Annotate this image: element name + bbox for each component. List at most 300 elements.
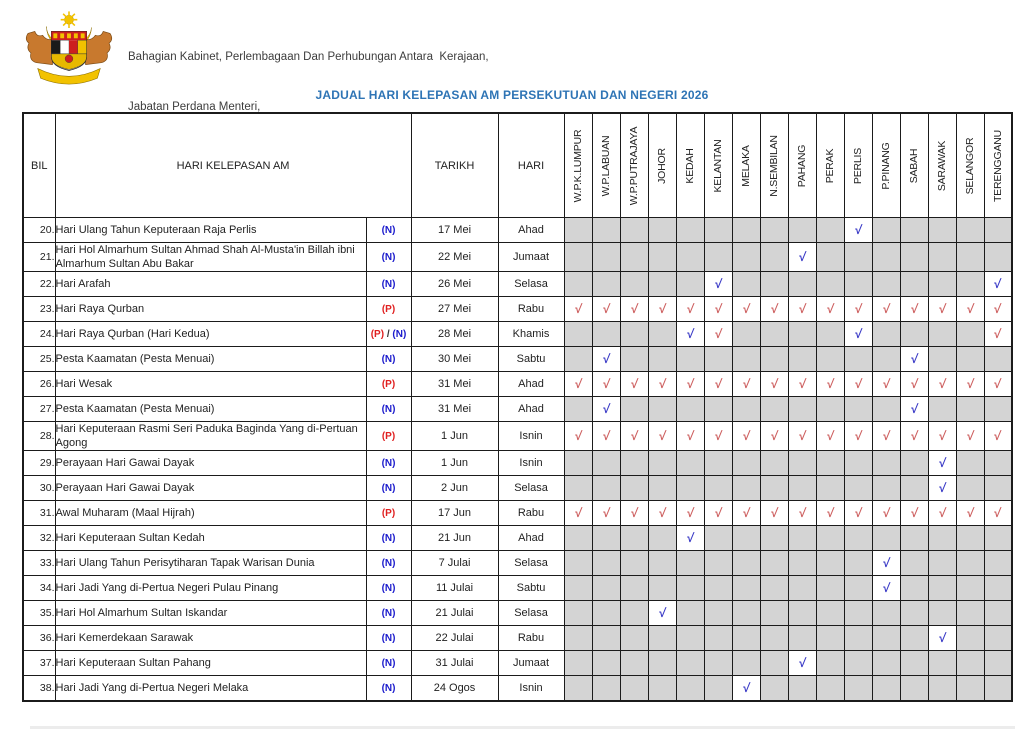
state-check-cell xyxy=(760,372,788,397)
check-mark-icon: √ xyxy=(741,377,751,391)
state-check-cell xyxy=(592,372,620,397)
state-check-cell xyxy=(592,476,620,501)
state-check-cell xyxy=(872,297,900,322)
state-check-cell xyxy=(760,347,788,372)
note-flag: (N) xyxy=(381,557,396,569)
day-cell: Ahad xyxy=(498,372,564,397)
state-check-cell xyxy=(788,451,816,476)
state-check-cell xyxy=(984,322,1012,347)
state-check-cell xyxy=(732,676,760,702)
note-flag: (N) xyxy=(381,582,396,594)
state-check-cell xyxy=(956,501,984,526)
state-check-cell xyxy=(564,651,592,676)
state-column-label: P.PINANG xyxy=(880,141,893,190)
state-check-cell xyxy=(928,397,956,422)
state-check-cell xyxy=(872,347,900,372)
note-flag: (N) xyxy=(381,632,396,644)
check-mark-icon: √ xyxy=(965,429,975,443)
state-check-cell xyxy=(648,322,676,347)
day-cell: Rabu xyxy=(498,501,564,526)
state-column-label: W.P.PUTRAJAYA xyxy=(628,126,641,205)
check-mark-icon: √ xyxy=(685,327,695,341)
state-check-cell xyxy=(956,476,984,501)
holiday-name-cell: Hari Ulang Tahun Perisytiharan Tapak Warisan Dunia xyxy=(55,551,366,576)
state-check-cell xyxy=(648,626,676,651)
check-mark-icon: √ xyxy=(797,506,807,520)
check-mark-icon: √ xyxy=(741,681,751,695)
state-check-cell xyxy=(900,551,928,576)
state-check-cell xyxy=(704,451,732,476)
state-check-cell xyxy=(648,651,676,676)
check-mark-icon: √ xyxy=(825,429,835,443)
holiday-row xyxy=(23,501,1012,526)
bil-cell: 25. xyxy=(23,347,55,372)
state-check-cell xyxy=(844,372,872,397)
day-cell: Sabtu xyxy=(498,347,564,372)
state-check-cell xyxy=(816,347,844,372)
state-check-cell xyxy=(928,218,956,243)
state-check-cell xyxy=(816,272,844,297)
holiday-row xyxy=(23,422,1012,451)
check-mark-icon: √ xyxy=(713,277,723,291)
state-check-cell xyxy=(648,422,676,451)
note-cell xyxy=(366,272,411,297)
check-mark-icon: √ xyxy=(909,377,919,391)
state-check-cell xyxy=(928,526,956,551)
holiday-row xyxy=(23,372,1012,397)
state-column-label: W.P.LABUAN xyxy=(600,135,613,196)
state-check-cell xyxy=(788,297,816,322)
state-check-cell xyxy=(844,651,872,676)
state-check-cell xyxy=(844,422,872,451)
state-check-cell xyxy=(732,297,760,322)
state-check-cell xyxy=(956,601,984,626)
note-flag: (N) xyxy=(381,251,396,263)
holiday-name-cell: Hari Arafah xyxy=(55,272,366,297)
date-cell: 31 Mei xyxy=(411,397,498,422)
state-check-cell xyxy=(648,451,676,476)
state-check-cell xyxy=(760,576,788,601)
state-check-cell xyxy=(900,626,928,651)
state-check-cell xyxy=(592,451,620,476)
state-check-cell xyxy=(816,601,844,626)
state-column-label: MELAKA xyxy=(740,144,753,187)
state-check-cell xyxy=(620,397,648,422)
check-mark-icon: √ xyxy=(741,506,751,520)
check-mark-icon: √ xyxy=(965,302,975,316)
state-column-label: SABAH xyxy=(908,148,921,183)
state-check-cell xyxy=(816,476,844,501)
state-check-cell xyxy=(648,601,676,626)
state-check-cell xyxy=(592,501,620,526)
date-cell: 28 Mei xyxy=(411,322,498,347)
holiday-schedule-table xyxy=(22,112,1013,702)
state-check-cell xyxy=(732,218,760,243)
state-check-cell xyxy=(984,218,1012,243)
state-check-cell xyxy=(900,476,928,501)
state-check-cell xyxy=(956,372,984,397)
state-check-cell xyxy=(592,676,620,702)
bil-cell: 36. xyxy=(23,626,55,651)
state-column-label: TERENGGANU xyxy=(991,129,1004,202)
state-check-cell xyxy=(900,243,928,272)
state-check-cell xyxy=(620,243,648,272)
state-check-cell xyxy=(564,476,592,501)
state-check-cell xyxy=(732,397,760,422)
check-mark-icon: √ xyxy=(797,377,807,391)
state-check-cell xyxy=(816,501,844,526)
state-check-cell xyxy=(620,601,648,626)
state-check-cell xyxy=(984,297,1012,322)
check-mark-icon: √ xyxy=(909,302,919,316)
state-check-cell xyxy=(592,322,620,347)
state-check-cell xyxy=(872,272,900,297)
column-header-tarikh: TARIKH xyxy=(411,113,498,218)
note-cell xyxy=(366,576,411,601)
check-mark-icon: √ xyxy=(769,429,779,443)
page-title: JADUAL HARI KELEPASAN AM PERSEKUTUAN DAN NEGERI 2026 xyxy=(315,88,709,102)
date-cell: 31 Mei xyxy=(411,372,498,397)
check-mark-icon: √ xyxy=(881,302,891,316)
note-flag: (N) xyxy=(381,532,396,544)
check-mark-icon: √ xyxy=(993,327,1002,341)
check-mark-icon: √ xyxy=(601,429,611,443)
check-mark-icon: √ xyxy=(657,429,667,443)
state-check-cell xyxy=(760,218,788,243)
bil-cell: 30. xyxy=(23,476,55,501)
check-mark-icon: √ xyxy=(909,402,919,416)
state-check-cell xyxy=(900,526,928,551)
check-mark-icon: √ xyxy=(937,456,947,470)
holiday-row xyxy=(23,218,1012,243)
state-check-cell xyxy=(816,451,844,476)
state-check-cell xyxy=(928,243,956,272)
state-check-cell xyxy=(620,422,648,451)
holiday-name-cell: Pesta Kaamatan (Pesta Menuai) xyxy=(55,397,366,422)
state-check-cell xyxy=(956,626,984,651)
note-cell xyxy=(366,397,411,422)
state-check-cell xyxy=(816,243,844,272)
date-cell: 27 Mei xyxy=(411,297,498,322)
state-check-cell xyxy=(704,626,732,651)
state-check-cell xyxy=(648,501,676,526)
state-column-header xyxy=(620,113,648,218)
check-mark-icon: √ xyxy=(601,506,611,520)
state-check-cell xyxy=(984,676,1012,702)
state-check-cell xyxy=(984,501,1012,526)
check-mark-icon: √ xyxy=(713,429,723,443)
check-mark-icon: √ xyxy=(713,506,723,520)
state-check-cell xyxy=(676,451,704,476)
state-check-cell xyxy=(788,476,816,501)
holiday-row xyxy=(23,322,1012,347)
state-check-cell xyxy=(788,397,816,422)
bil-cell: 26. xyxy=(23,372,55,397)
state-check-cell xyxy=(676,272,704,297)
bil-cell: 32. xyxy=(23,526,55,551)
state-check-cell xyxy=(928,551,956,576)
holiday-name-cell: Hari Hol Almarhum Sultan Ahmad Shah Al-Musta'in Billah ibni Almarhum Sultan Abu Bakar xyxy=(55,243,366,272)
holiday-row xyxy=(23,347,1012,372)
state-check-cell xyxy=(760,243,788,272)
state-check-cell xyxy=(816,651,844,676)
date-cell: 1 Jun xyxy=(411,451,498,476)
date-cell: 26 Mei xyxy=(411,272,498,297)
check-mark-icon: √ xyxy=(713,302,723,316)
note-cell xyxy=(366,243,411,272)
state-check-cell xyxy=(732,626,760,651)
state-check-cell xyxy=(900,576,928,601)
state-check-cell xyxy=(704,576,732,601)
state-check-cell xyxy=(816,297,844,322)
holiday-name-cell: Hari Jadi Yang di-Pertua Negeri Melaka xyxy=(55,676,366,702)
state-check-cell xyxy=(648,297,676,322)
state-check-cell xyxy=(732,272,760,297)
state-check-cell xyxy=(592,347,620,372)
state-check-cell xyxy=(704,272,732,297)
state-check-cell xyxy=(648,526,676,551)
state-check-cell xyxy=(704,501,732,526)
state-check-cell xyxy=(564,272,592,297)
state-check-cell xyxy=(872,501,900,526)
state-check-cell xyxy=(564,576,592,601)
state-check-cell xyxy=(760,397,788,422)
state-check-cell xyxy=(648,272,676,297)
state-check-cell xyxy=(984,422,1012,451)
state-column-header xyxy=(760,113,788,218)
state-check-cell xyxy=(788,601,816,626)
bil-cell: 33. xyxy=(23,551,55,576)
check-mark-icon: √ xyxy=(601,402,611,416)
note-flag: (P) xyxy=(381,507,396,519)
state-column-label: PERLIS xyxy=(852,147,865,184)
state-check-cell xyxy=(956,676,984,702)
address-line: Jabatan Perdana Menteri, xyxy=(128,100,261,113)
day-cell: Jumaat xyxy=(498,243,564,272)
holiday-row xyxy=(23,272,1012,297)
state-check-cell xyxy=(676,372,704,397)
state-check-cell xyxy=(564,422,592,451)
bil-cell: 22. xyxy=(23,272,55,297)
state-check-cell xyxy=(676,626,704,651)
state-check-cell xyxy=(844,272,872,297)
holiday-name-cell: Awal Muharam (Maal Hijrah) xyxy=(55,501,366,526)
state-check-cell xyxy=(732,372,760,397)
state-check-cell xyxy=(956,451,984,476)
note-flag: (N) xyxy=(381,403,396,415)
state-check-cell xyxy=(760,526,788,551)
check-mark-icon: √ xyxy=(657,377,667,391)
check-mark-icon: √ xyxy=(993,277,1002,291)
check-mark-icon: √ xyxy=(713,377,723,391)
state-check-cell xyxy=(872,422,900,451)
state-check-cell xyxy=(956,422,984,451)
state-check-cell xyxy=(900,451,928,476)
state-check-cell xyxy=(732,601,760,626)
check-mark-icon: √ xyxy=(937,377,947,391)
day-cell: Isnin xyxy=(498,451,564,476)
check-mark-icon: √ xyxy=(993,377,1002,391)
state-check-cell xyxy=(732,422,760,451)
state-check-cell xyxy=(844,476,872,501)
state-check-cell xyxy=(788,372,816,397)
state-check-cell xyxy=(732,551,760,576)
state-check-cell xyxy=(704,218,732,243)
state-check-cell xyxy=(704,422,732,451)
state-column-label: SELANGOR xyxy=(964,137,977,194)
state-check-cell xyxy=(676,243,704,272)
day-cell: Khamis xyxy=(498,322,564,347)
note-flag: (P) xyxy=(381,303,396,315)
state-check-cell xyxy=(564,297,592,322)
state-check-cell xyxy=(928,347,956,372)
bil-cell: 37. xyxy=(23,651,55,676)
holiday-name-cell: Perayaan Hari Gawai Dayak xyxy=(55,476,366,501)
state-check-cell xyxy=(620,626,648,651)
day-cell: Selasa xyxy=(498,476,564,501)
state-check-cell xyxy=(760,451,788,476)
bil-cell: 31. xyxy=(23,501,55,526)
column-header-bil: BIL xyxy=(23,113,55,218)
state-check-cell xyxy=(564,601,592,626)
note-cell xyxy=(366,422,411,451)
state-check-cell xyxy=(844,397,872,422)
state-check-cell xyxy=(984,576,1012,601)
state-check-cell xyxy=(648,218,676,243)
state-check-cell xyxy=(732,576,760,601)
bil-cell: 21. xyxy=(23,243,55,272)
state-check-cell xyxy=(620,347,648,372)
state-check-cell xyxy=(564,322,592,347)
state-check-cell xyxy=(844,676,872,702)
state-check-cell xyxy=(788,651,816,676)
state-check-cell xyxy=(676,576,704,601)
state-check-cell xyxy=(788,272,816,297)
state-check-cell xyxy=(704,297,732,322)
holiday-name-cell: Hari Raya Qurban xyxy=(55,297,366,322)
check-mark-icon: √ xyxy=(825,377,835,391)
date-cell: 2 Jun xyxy=(411,476,498,501)
check-mark-icon: √ xyxy=(601,352,611,366)
check-mark-icon: √ xyxy=(881,556,891,570)
state-check-cell xyxy=(928,676,956,702)
note-flag: (N) xyxy=(381,278,396,290)
note-cell xyxy=(366,476,411,501)
state-check-cell xyxy=(816,551,844,576)
state-check-cell xyxy=(900,347,928,372)
state-check-cell xyxy=(928,272,956,297)
state-check-cell xyxy=(676,218,704,243)
state-check-cell xyxy=(984,347,1012,372)
state-check-cell xyxy=(676,422,704,451)
check-mark-icon: √ xyxy=(713,327,723,341)
check-mark-icon: √ xyxy=(685,302,695,316)
state-check-cell xyxy=(788,322,816,347)
state-check-cell xyxy=(816,576,844,601)
state-check-cell xyxy=(620,322,648,347)
state-check-cell xyxy=(620,297,648,322)
state-check-cell xyxy=(788,347,816,372)
check-mark-icon: √ xyxy=(825,506,835,520)
check-mark-icon: √ xyxy=(685,531,695,545)
note-flag: (N) xyxy=(381,353,396,365)
state-check-cell xyxy=(788,551,816,576)
state-check-cell xyxy=(844,601,872,626)
state-check-cell xyxy=(928,601,956,626)
note-flag: (N) xyxy=(381,682,396,694)
state-check-cell xyxy=(620,272,648,297)
holiday-row xyxy=(23,451,1012,476)
state-check-cell xyxy=(732,651,760,676)
state-check-cell xyxy=(984,626,1012,651)
state-column-header xyxy=(900,113,928,218)
holiday-row xyxy=(23,297,1012,322)
state-check-cell xyxy=(872,451,900,476)
holiday-name-cell: Pesta Kaamatan (Pesta Menuai) xyxy=(55,347,366,372)
state-check-cell xyxy=(816,526,844,551)
state-column-header xyxy=(844,113,872,218)
date-cell: 22 Julai xyxy=(411,626,498,651)
state-check-cell xyxy=(704,526,732,551)
check-mark-icon: √ xyxy=(573,377,583,391)
state-check-cell xyxy=(872,626,900,651)
state-check-cell xyxy=(984,526,1012,551)
state-column-label: PERAK xyxy=(824,148,837,183)
note-flag: (N) xyxy=(381,224,396,236)
state-column-header xyxy=(816,113,844,218)
state-check-cell xyxy=(676,676,704,702)
check-mark-icon: √ xyxy=(853,377,863,391)
state-check-cell xyxy=(956,526,984,551)
holiday-name-cell: Hari Ulang Tahun Keputeraan Raja Perlis xyxy=(55,218,366,243)
malaysia-coat-of-arms-logo xyxy=(20,8,118,90)
bil-cell: 34. xyxy=(23,576,55,601)
state-check-cell xyxy=(900,501,928,526)
state-check-cell xyxy=(564,243,592,272)
date-cell: 24 Ogos xyxy=(411,676,498,702)
state-check-cell xyxy=(760,297,788,322)
note-cell xyxy=(366,347,411,372)
state-check-cell xyxy=(900,297,928,322)
check-mark-icon: √ xyxy=(853,223,863,237)
check-mark-icon: √ xyxy=(685,429,695,443)
check-mark-icon: √ xyxy=(769,377,779,391)
state-check-cell xyxy=(956,243,984,272)
day-cell: Selasa xyxy=(498,601,564,626)
state-check-cell xyxy=(704,601,732,626)
state-column-header xyxy=(872,113,900,218)
state-check-cell xyxy=(872,576,900,601)
state-check-cell xyxy=(732,501,760,526)
bil-cell: 27. xyxy=(23,397,55,422)
state-check-cell xyxy=(676,501,704,526)
note-flag: / xyxy=(384,328,393,340)
state-check-cell xyxy=(564,551,592,576)
state-column-label: PAHANG xyxy=(796,144,809,187)
state-column-label: SARAWAK xyxy=(936,140,949,191)
state-check-cell xyxy=(900,272,928,297)
state-check-cell xyxy=(872,322,900,347)
state-check-cell xyxy=(816,676,844,702)
state-check-cell xyxy=(620,676,648,702)
state-check-cell xyxy=(956,576,984,601)
date-cell: 31 Julai xyxy=(411,651,498,676)
check-mark-icon: √ xyxy=(825,302,835,316)
state-column-label: JOHOR xyxy=(656,147,669,184)
check-mark-icon: √ xyxy=(657,606,667,620)
state-check-cell xyxy=(732,526,760,551)
state-check-cell xyxy=(592,651,620,676)
